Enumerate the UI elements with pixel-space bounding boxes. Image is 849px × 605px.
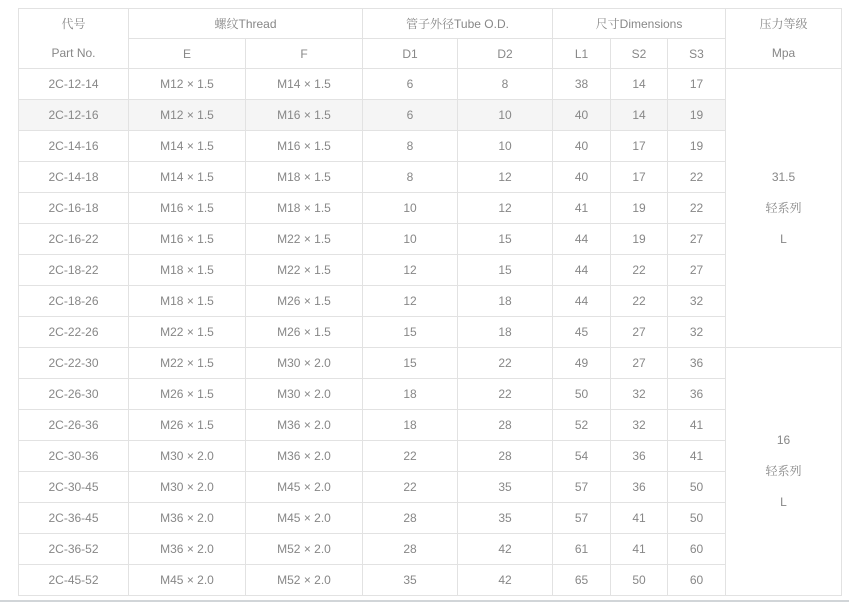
cell-tube-d2: 28 — [458, 410, 553, 441]
cell-dim-l1: 52 — [553, 410, 611, 441]
cell-dim-l1: 57 — [553, 472, 611, 503]
cell-dim-l1: 44 — [553, 255, 611, 286]
cell-dim-s3: 32 — [668, 317, 726, 348]
bottom-divider — [0, 600, 849, 602]
header-col-f: F — [246, 39, 363, 69]
cell-dim-l1: 57 — [553, 503, 611, 534]
table-row — [19, 348, 842, 379]
header-subcol-row — [19, 39, 842, 69]
cell-dim-s3: 27 — [668, 224, 726, 255]
cell-thread-f: M52 × 2.0 — [246, 534, 363, 565]
header-group-row — [19, 9, 842, 39]
table-row — [19, 441, 842, 472]
cell-dim-s2: 14 — [611, 100, 668, 131]
cell-thread-f: M36 × 2.0 — [246, 441, 363, 472]
cell-dim-s3: 36 — [668, 348, 726, 379]
cell-dim-s2: 27 — [611, 317, 668, 348]
cell-dim-s2: 19 — [611, 193, 668, 224]
cell-part-no: 2C-30-45 — [19, 472, 129, 503]
cell-part-no: 2C-14-18 — [19, 162, 129, 193]
cell-tube-d1: 6 — [363, 69, 458, 100]
cell-thread-f: M22 × 1.5 — [246, 224, 363, 255]
cell-dim-s3: 22 — [668, 162, 726, 193]
table-row — [19, 193, 842, 224]
cell-tube-d2: 10 — [458, 131, 553, 162]
cell-thread-e: M22 × 1.5 — [129, 348, 246, 379]
cell-thread-f: M45 × 2.0 — [246, 472, 363, 503]
cell-tube-d1: 35 — [363, 565, 458, 596]
cell-thread-e: M26 × 1.5 — [129, 379, 246, 410]
cell-tube-d1: 18 — [363, 379, 458, 410]
cell-thread-f: M52 × 2.0 — [246, 565, 363, 596]
cell-dim-s3: 36 — [668, 379, 726, 410]
cell-part-no: 2C-14-16 — [19, 131, 129, 162]
cell-dim-s3: 19 — [668, 131, 726, 162]
cell-dim-l1: 41 — [553, 193, 611, 224]
cell-dim-s2: 22 — [611, 255, 668, 286]
cell-part-no: 2C-26-30 — [19, 379, 129, 410]
header-col-l1: L1 — [553, 39, 611, 69]
cell-thread-e: M16 × 1.5 — [129, 224, 246, 255]
cell-dim-l1: 40 — [553, 162, 611, 193]
cell-part-no: 2C-22-30 — [19, 348, 129, 379]
cell-tube-d2: 15 — [458, 255, 553, 286]
cell-dim-s2: 27 — [611, 348, 668, 379]
pressure-series-line: 轻系列 — [765, 200, 802, 215]
cell-part-no: 2C-26-36 — [19, 410, 129, 441]
cell-part-no: 2C-16-22 — [19, 224, 129, 255]
cell-tube-d1: 28 — [363, 534, 458, 565]
cell-tube-d1: 22 — [363, 472, 458, 503]
cell-dim-s3: 27 — [668, 255, 726, 286]
cell-dim-l1: 54 — [553, 441, 611, 472]
cell-part-no: 2C-12-14 — [19, 69, 129, 100]
table-row — [19, 503, 842, 534]
cell-tube-d1: 28 — [363, 503, 458, 534]
header-col-s2: S2 — [611, 39, 668, 69]
cell-dim-l1: 40 — [553, 100, 611, 131]
table-row — [19, 100, 842, 131]
cell-dim-l1: 45 — [553, 317, 611, 348]
cell-tube-d1: 12 — [363, 286, 458, 317]
cell-dim-s3: 41 — [668, 441, 726, 472]
cell-thread-f: M22 × 1.5 — [246, 255, 363, 286]
header-part-no-cn: 代号 — [61, 16, 86, 31]
cell-tube-d2: 28 — [458, 441, 553, 472]
table-row — [19, 534, 842, 565]
cell-dim-l1: 44 — [553, 286, 611, 317]
cell-part-no: 2C-45-52 — [19, 565, 129, 596]
table-row — [19, 162, 842, 193]
cell-tube-d2: 42 — [458, 534, 553, 565]
cell-tube-d1: 18 — [363, 410, 458, 441]
cell-tube-d1: 6 — [363, 100, 458, 131]
cell-thread-f: M18 × 1.5 — [246, 162, 363, 193]
cell-dim-s2: 32 — [611, 410, 668, 441]
header-thread-group: 螺纹Thread — [129, 9, 363, 39]
cell-thread-e: M30 × 2.0 — [129, 472, 246, 503]
cell-dim-s2: 22 — [611, 286, 668, 317]
cell-pressure-series — [726, 69, 842, 348]
cell-dim-l1: 49 — [553, 348, 611, 379]
cell-tube-d2: 35 — [458, 503, 553, 534]
cell-dim-s2: 36 — [611, 441, 668, 472]
header-part-no-en: Part No. — [51, 45, 96, 60]
cell-thread-e: M14 × 1.5 — [129, 162, 246, 193]
cell-thread-f: M16 × 1.5 — [246, 100, 363, 131]
cell-tube-d2: 22 — [458, 348, 553, 379]
cell-tube-d2: 8 — [458, 69, 553, 100]
cell-dim-s2: 36 — [611, 472, 668, 503]
cell-tube-d2: 15 — [458, 224, 553, 255]
cell-dim-s3: 60 — [668, 565, 726, 596]
cell-dim-s3: 50 — [668, 472, 726, 503]
cell-thread-f: M18 × 1.5 — [246, 193, 363, 224]
cell-thread-e: M16 × 1.5 — [129, 193, 246, 224]
cell-dim-s2: 50 — [611, 565, 668, 596]
cell-pressure-series — [726, 348, 842, 596]
header-tube-od-group: 管子外径Tube O.D. — [363, 9, 553, 39]
table-row — [19, 224, 842, 255]
cell-dim-l1: 61 — [553, 534, 611, 565]
cell-part-no: 2C-18-26 — [19, 286, 129, 317]
table-row — [19, 255, 842, 286]
cell-dim-s3: 50 — [668, 503, 726, 534]
cell-part-no: 2C-22-26 — [19, 317, 129, 348]
table-row — [19, 286, 842, 317]
cell-thread-f: M16 × 1.5 — [246, 131, 363, 162]
cell-thread-e: M18 × 1.5 — [129, 255, 246, 286]
cell-dim-s2: 19 — [611, 224, 668, 255]
cell-thread-e: M30 × 2.0 — [129, 441, 246, 472]
cell-dim-l1: 38 — [553, 69, 611, 100]
cell-part-no: 2C-12-16 — [19, 100, 129, 131]
table-row — [19, 131, 842, 162]
table-row — [19, 410, 842, 441]
cell-dim-s3: 60 — [668, 534, 726, 565]
cell-part-no: 2C-18-22 — [19, 255, 129, 286]
cell-dim-s2: 32 — [611, 379, 668, 410]
cell-dim-s2: 17 — [611, 131, 668, 162]
pressure-series-line: 轻系列 — [765, 464, 802, 478]
header-pressure-unit: Mpa — [771, 45, 796, 60]
cell-thread-f: M14 × 1.5 — [246, 69, 363, 100]
pressure-series-line: L — [780, 231, 787, 246]
cell-tube-d2: 10 — [458, 100, 553, 131]
cell-tube-d1: 15 — [363, 317, 458, 348]
header-col-d2: D2 — [458, 39, 553, 69]
header-col-e: E — [129, 39, 246, 69]
cell-dim-s3: 41 — [668, 410, 726, 441]
cell-thread-f: M45 × 2.0 — [246, 503, 363, 534]
cell-thread-e: M22 × 1.5 — [129, 317, 246, 348]
cell-thread-e: M36 × 2.0 — [129, 503, 246, 534]
cell-dim-l1: 44 — [553, 224, 611, 255]
header-pressure-cn: 压力等级 — [759, 16, 808, 31]
cell-thread-e: M12 × 1.5 — [129, 69, 246, 100]
cell-tube-d2: 12 — [458, 193, 553, 224]
header-pressure — [726, 9, 842, 69]
cell-dim-s3: 17 — [668, 69, 726, 100]
cell-part-no: 2C-16-18 — [19, 193, 129, 224]
table-row — [19, 379, 842, 410]
cell-thread-f: M26 × 1.5 — [246, 317, 363, 348]
header-dimensions-group: 尺寸Dimensions — [553, 9, 726, 39]
cell-tube-d1: 8 — [363, 131, 458, 162]
pressure-series-line: L — [780, 495, 787, 509]
header-part-no — [19, 9, 129, 69]
cell-tube-d2: 18 — [458, 286, 553, 317]
cell-tube-d1: 10 — [363, 193, 458, 224]
cell-dim-s2: 17 — [611, 162, 668, 193]
cell-thread-e: M45 × 2.0 — [129, 565, 246, 596]
cell-thread-e: M18 × 1.5 — [129, 286, 246, 317]
cell-thread-f: M26 × 1.5 — [246, 286, 363, 317]
cell-tube-d1: 22 — [363, 441, 458, 472]
cell-thread-e: M26 × 1.5 — [129, 410, 246, 441]
cell-tube-d1: 8 — [363, 162, 458, 193]
cell-dim-s3: 22 — [668, 193, 726, 224]
header-col-d1: D1 — [363, 39, 458, 69]
cell-tube-d1: 12 — [363, 255, 458, 286]
cell-tube-d2: 35 — [458, 472, 553, 503]
pressure-series-line: 16 — [776, 433, 791, 447]
cell-thread-f: M30 × 2.0 — [246, 348, 363, 379]
cell-dim-l1: 50 — [553, 379, 611, 410]
cell-thread-f: M36 × 2.0 — [246, 410, 363, 441]
header-col-s3: S3 — [668, 39, 726, 69]
cell-tube-d2: 22 — [458, 379, 553, 410]
cell-tube-d2: 18 — [458, 317, 553, 348]
cell-tube-d2: 42 — [458, 565, 553, 596]
cell-thread-f: M30 × 2.0 — [246, 379, 363, 410]
table-row — [19, 317, 842, 348]
table-row — [19, 565, 842, 596]
cell-part-no: 2C-36-52 — [19, 534, 129, 565]
cell-dim-s2: 41 — [611, 503, 668, 534]
cell-tube-d1: 10 — [363, 224, 458, 255]
cell-dim-s3: 19 — [668, 100, 726, 131]
cell-tube-d1: 15 — [363, 348, 458, 379]
cell-thread-e: M36 × 2.0 — [129, 534, 246, 565]
cell-dim-s2: 41 — [611, 534, 668, 565]
cell-dim-s2: 14 — [611, 69, 668, 100]
cell-part-no: 2C-36-45 — [19, 503, 129, 534]
pressure-series-line: 31.5 — [771, 169, 796, 184]
table-row — [19, 472, 842, 503]
table-row — [19, 69, 842, 100]
cell-tube-d2: 12 — [458, 162, 553, 193]
table-body — [19, 69, 842, 596]
fitting-spec-table — [18, 8, 842, 596]
cell-part-no: 2C-30-36 — [19, 441, 129, 472]
cell-dim-l1: 40 — [553, 131, 611, 162]
cell-thread-e: M14 × 1.5 — [129, 131, 246, 162]
cell-thread-e: M12 × 1.5 — [129, 100, 246, 131]
cell-dim-s3: 32 — [668, 286, 726, 317]
cell-dim-l1: 65 — [553, 565, 611, 596]
